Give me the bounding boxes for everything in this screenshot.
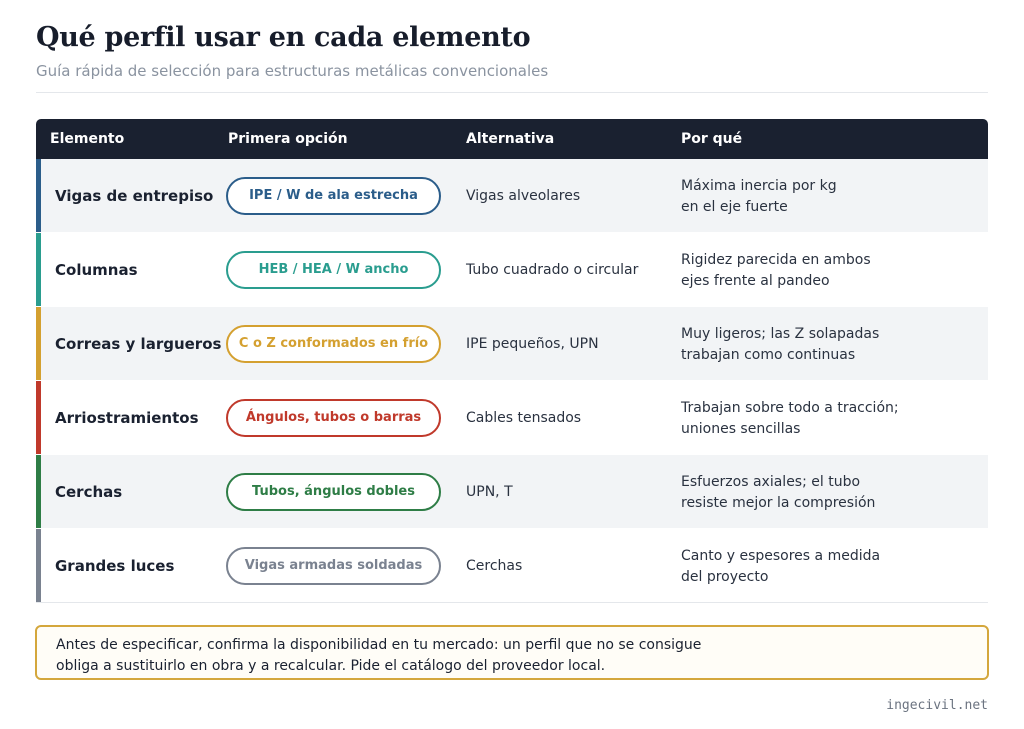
row-element: Arriostramientos xyxy=(55,409,199,427)
note-line: obliga a sustituirlo en obra y a recalcular. Pide el catálogo del proveedor local. xyxy=(56,658,606,674)
row-accent-bar xyxy=(36,529,41,602)
primary-option-pill: IPE / W de ala estrecha xyxy=(226,177,441,215)
row-why-line: trabajan como continuas xyxy=(681,347,856,363)
row-element: Vigas de entrepiso xyxy=(55,187,214,205)
primary-option-pill: HEB / HEA / W ancho xyxy=(226,251,441,289)
table-row xyxy=(36,529,988,603)
row-alternative: Cerchas xyxy=(466,558,523,574)
row-alternative: Tubo cuadrado o circular xyxy=(466,262,639,278)
table-row xyxy=(36,307,988,381)
row-why-line: del proyecto xyxy=(681,569,769,585)
row-why-line: Esfuerzos axiales; el tubo xyxy=(681,474,861,490)
title-divider xyxy=(36,92,988,93)
row-why xyxy=(681,546,880,588)
header-primary: Primera opción xyxy=(228,131,348,147)
row-accent-bar xyxy=(36,233,41,306)
row-element: Columnas xyxy=(55,261,138,279)
row-element: Grandes luces xyxy=(55,557,175,575)
row-alternative: IPE pequeños, UPN xyxy=(466,336,599,352)
table-header xyxy=(36,119,988,159)
primary-option-pill: Tubos, ángulos dobles xyxy=(226,473,441,511)
table-row xyxy=(36,381,988,455)
row-alternative: Vigas alveolares xyxy=(466,188,581,204)
profile-table xyxy=(36,119,988,603)
note-line: Antes de especificar, confirma la disponibilidad en tu mercado: un perfil que no se consigue xyxy=(56,637,702,653)
row-why-line: en el eje fuerte xyxy=(681,199,788,215)
row-why-line: Trabajan sobre todo a tracción; xyxy=(681,400,899,416)
row-accent-bar xyxy=(36,455,41,528)
source-credit: ingecivil.net xyxy=(886,698,988,713)
table-row xyxy=(36,455,988,529)
row-why xyxy=(681,176,837,218)
primary-option-pill: C o Z conformados en frío xyxy=(226,325,441,363)
row-why xyxy=(681,250,871,292)
row-element: Correas y largueros xyxy=(55,335,222,353)
row-accent-bar xyxy=(36,159,41,232)
row-why xyxy=(681,324,879,366)
row-element: Cerchas xyxy=(55,483,123,501)
table-row xyxy=(36,159,988,233)
row-why xyxy=(681,398,899,440)
page-title: Qué perfil usar en cada elemento xyxy=(36,22,531,53)
primary-option-pill: Vigas armadas soldadas xyxy=(226,547,441,585)
row-alternative: UPN, T xyxy=(466,484,513,500)
row-why-line: Máxima inercia por kg xyxy=(681,178,837,194)
row-why xyxy=(681,472,875,514)
row-why-line: uniones sencillas xyxy=(681,421,801,437)
page-subtitle: Guía rápida de selección para estructuras metálicas convencionales xyxy=(36,62,549,80)
row-alternative: Cables tensados xyxy=(466,410,582,426)
row-why-line: Canto y espesores a medida xyxy=(681,548,881,564)
primary-option-pill: Ángulos, tubos o barras xyxy=(226,399,441,437)
row-accent-bar xyxy=(36,307,41,380)
row-accent-bar xyxy=(36,381,41,454)
header-alternative: Alternativa xyxy=(466,131,555,147)
row-why-line: resiste mejor la compresión xyxy=(681,495,876,511)
header-why: Por qué xyxy=(681,131,743,147)
header-element: Elemento xyxy=(50,131,125,147)
table-row xyxy=(36,233,988,307)
row-why-line: Rigidez parecida en ambos xyxy=(681,252,871,268)
row-why-line: ejes frente al pandeo xyxy=(681,273,830,289)
availability-note xyxy=(35,625,989,680)
row-why-line: Muy ligeros; las Z solapadas xyxy=(681,326,880,342)
